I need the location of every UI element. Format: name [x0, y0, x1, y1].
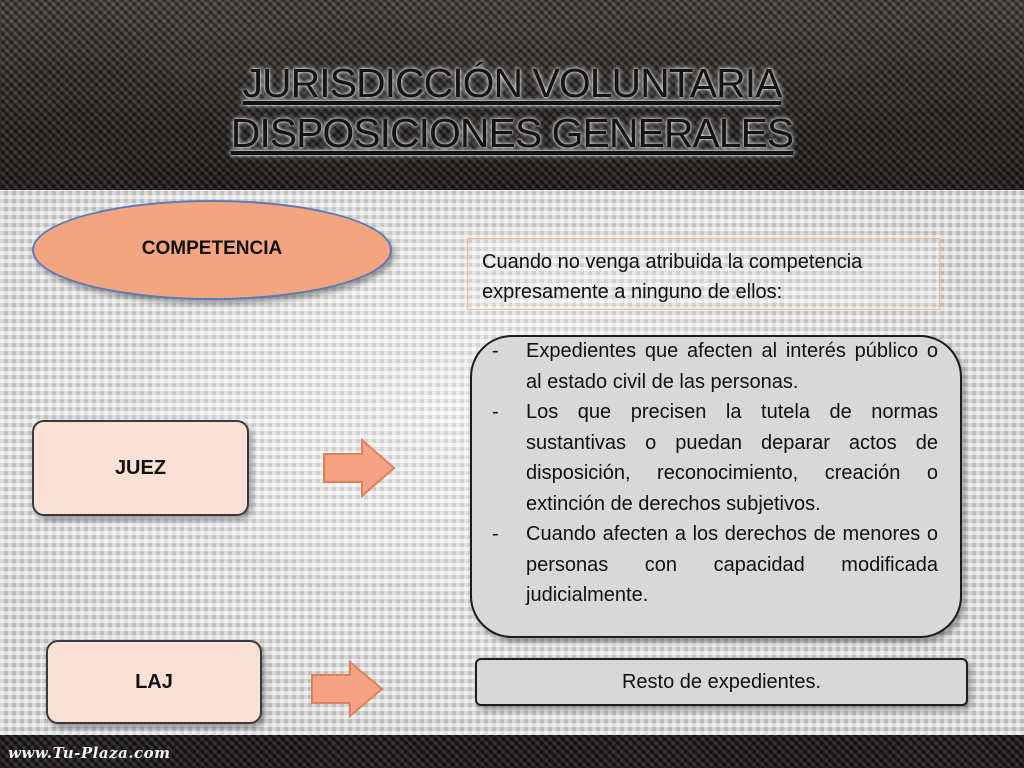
list-dash: -	[492, 523, 499, 545]
slide-title	[0, 58, 1024, 158]
laj-box	[46, 640, 262, 724]
list-item	[492, 397, 938, 519]
laj-result-box	[475, 658, 968, 706]
juez-competencias-list	[492, 336, 938, 611]
note-line-1: Cuando no venga atribuida la competencia	[482, 251, 863, 273]
title-line-2: DISPOSICIONES GENERALES	[230, 110, 794, 156]
laj-result-text: Resto de expedientes.	[621, 670, 822, 693]
list-item-text: Los que precisen la tutela de normas sustantivas o puedan deparar actos de disposición, reconocimiento, creación o extinción de derechos subjetivos.	[526, 401, 938, 515]
list-dash: -	[492, 401, 499, 423]
note-line-2: expresamente a ninguno de ellos:	[482, 281, 783, 303]
laj-label: LAJ	[135, 670, 173, 693]
competencia-note	[467, 238, 940, 310]
list-item-text: Expedientes que afecten al interés público o al estado civil de las personas.	[526, 340, 938, 393]
competencia-label: COMPETENCIA	[141, 238, 283, 259]
footer-watermark: www.Tu-Plaza.com	[8, 744, 171, 762]
juez-label: JUEZ	[114, 456, 167, 479]
list-item	[492, 519, 938, 611]
juez-box	[32, 420, 249, 516]
list-dash: -	[492, 340, 499, 362]
juez-arrow-icon	[322, 438, 396, 498]
list-item-text: Cuando afecten a los derechos de menores o personas con capacidad modificada judicialmente.	[526, 523, 938, 606]
laj-arrow-icon	[310, 660, 384, 718]
list-item	[492, 336, 938, 397]
title-line-1: JURISDICCIÓN VOLUNTARIA	[242, 60, 782, 106]
